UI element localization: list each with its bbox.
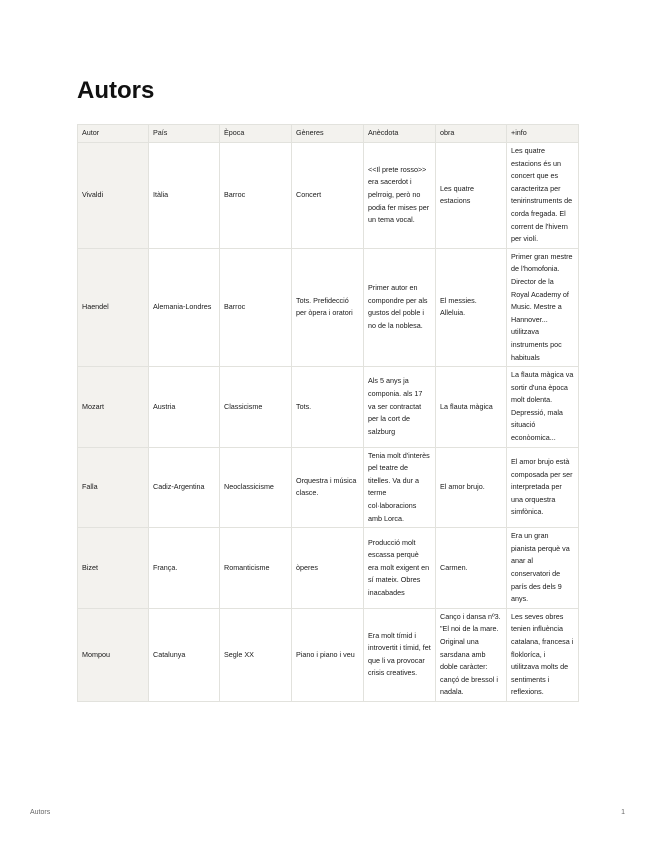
cell-obra: Canço i dansa nº3. "El noi de la mare. Original una sarsdana amb doble caràcter: cançó de bressol i nadala. (436, 608, 507, 701)
cell-epoca: Barroc (220, 143, 292, 249)
cell-anecdota: Primer autor en compondre per als gustos del poble i no de la noblesa. (364, 248, 436, 366)
cell-anecdota: Tenia molt d'interès pel teatre de titelles. Va dur a terme col·laboracions amb Lorca. (364, 447, 436, 528)
cell-obra: El messies. Alleluia. (436, 248, 507, 366)
cell-pais: Catalunya (149, 608, 220, 701)
cell-obra: Les quatre estacions (436, 143, 507, 249)
cell-epoca: Segle XX (220, 608, 292, 701)
column-header-autor: Autor (78, 125, 149, 143)
footer-doc-title: Autors (30, 809, 51, 816)
column-header-anecdota: Anècdota (364, 125, 436, 143)
cell-generes: Tots. (292, 367, 364, 448)
cell-anecdota: <<Il prete rosso>> era sacerdot i pelrroig, però no podia fer mises per un tema vocal. (364, 143, 436, 249)
cell-epoca: Romanticisme (220, 528, 292, 609)
cell-generes: Tots. Prefidecció per òpera i oratori (292, 248, 364, 366)
cell-pais: Alemania-Londres (149, 248, 220, 366)
cell-obra: La flauta màgica (436, 367, 507, 448)
table-row (78, 608, 579, 701)
cell-autor: Haendel (78, 248, 149, 366)
table-row (78, 248, 579, 366)
column-header-epoca: Època (220, 125, 292, 143)
cell-info: Era un gran pianista perquè va anar al conservatori de parís des dels 9 anys. (507, 528, 579, 609)
cell-info: Les seves obres tenien influència catalana, francesa i flokloríca, i utilitzava molts de sentiments i reflexions. (507, 608, 579, 701)
cell-pais: França. (149, 528, 220, 609)
cell-anecdota: Producció molt escassa perquè era molt exigent en sí mateix. Obres inacabades (364, 528, 436, 609)
cell-anecdota: Era molt tímid i introvertit i tímid, fet que li va provocar crisis creatives. (364, 608, 436, 701)
cell-epoca: Classicisme (220, 367, 292, 448)
column-header-obra: obra (436, 125, 507, 143)
cell-generes: Concert (292, 143, 364, 249)
authors-table (77, 124, 579, 702)
table-row (78, 528, 579, 609)
table-header-row (78, 125, 579, 143)
cell-obra: Carmen. (436, 528, 507, 609)
cell-pais: Itàlia (149, 143, 220, 249)
cell-info: La flauta màgica va sortir d'una època molt dolenta. Depressió, mala situació econòomica... (507, 367, 579, 448)
cell-pais: Austria (149, 367, 220, 448)
cell-info: Primer gran mestre de l'homofonia. Director de la Royal Academy of Music. Mestre a Hannover... utilitzava instruments poc habituals (507, 248, 579, 366)
column-header-info: +info (507, 125, 579, 143)
cell-pais: Cadiz-Argentina (149, 447, 220, 528)
cell-obra: El amor brujo. (436, 447, 507, 528)
cell-generes: Orquestra i música clasce. (292, 447, 364, 528)
cell-autor: Mozart (78, 367, 149, 448)
cell-autor: Vivaldi (78, 143, 149, 249)
column-header-pais: País (149, 125, 220, 143)
cell-autor: Bizet (78, 528, 149, 609)
table-row (78, 447, 579, 528)
cell-info: El amor brujo està composada per ser interpretada per una orquestra simfònica. (507, 447, 579, 528)
table-row (78, 143, 579, 249)
cell-info: Les quatre estacions és un concert que es caracteritza per tenirinstruments de corda fregada. El corrent de l'hivern per violí. (507, 143, 579, 249)
cell-generes: Piano i piano i veu (292, 608, 364, 701)
cell-generes: òperes (292, 528, 364, 609)
cell-autor: Mompou (78, 608, 149, 701)
page-title: Autors (77, 77, 155, 104)
cell-epoca: Barroc (220, 248, 292, 366)
cell-epoca: Neoclassicisme (220, 447, 292, 528)
cell-anecdota: Als 5 anys ja componia. als 17 va ser contractat per la cort de salzburg (364, 367, 436, 448)
table-row (78, 367, 579, 448)
page-number: 1 (621, 809, 625, 816)
column-header-generes: Gèneres (292, 125, 364, 143)
cell-autor: Falla (78, 447, 149, 528)
